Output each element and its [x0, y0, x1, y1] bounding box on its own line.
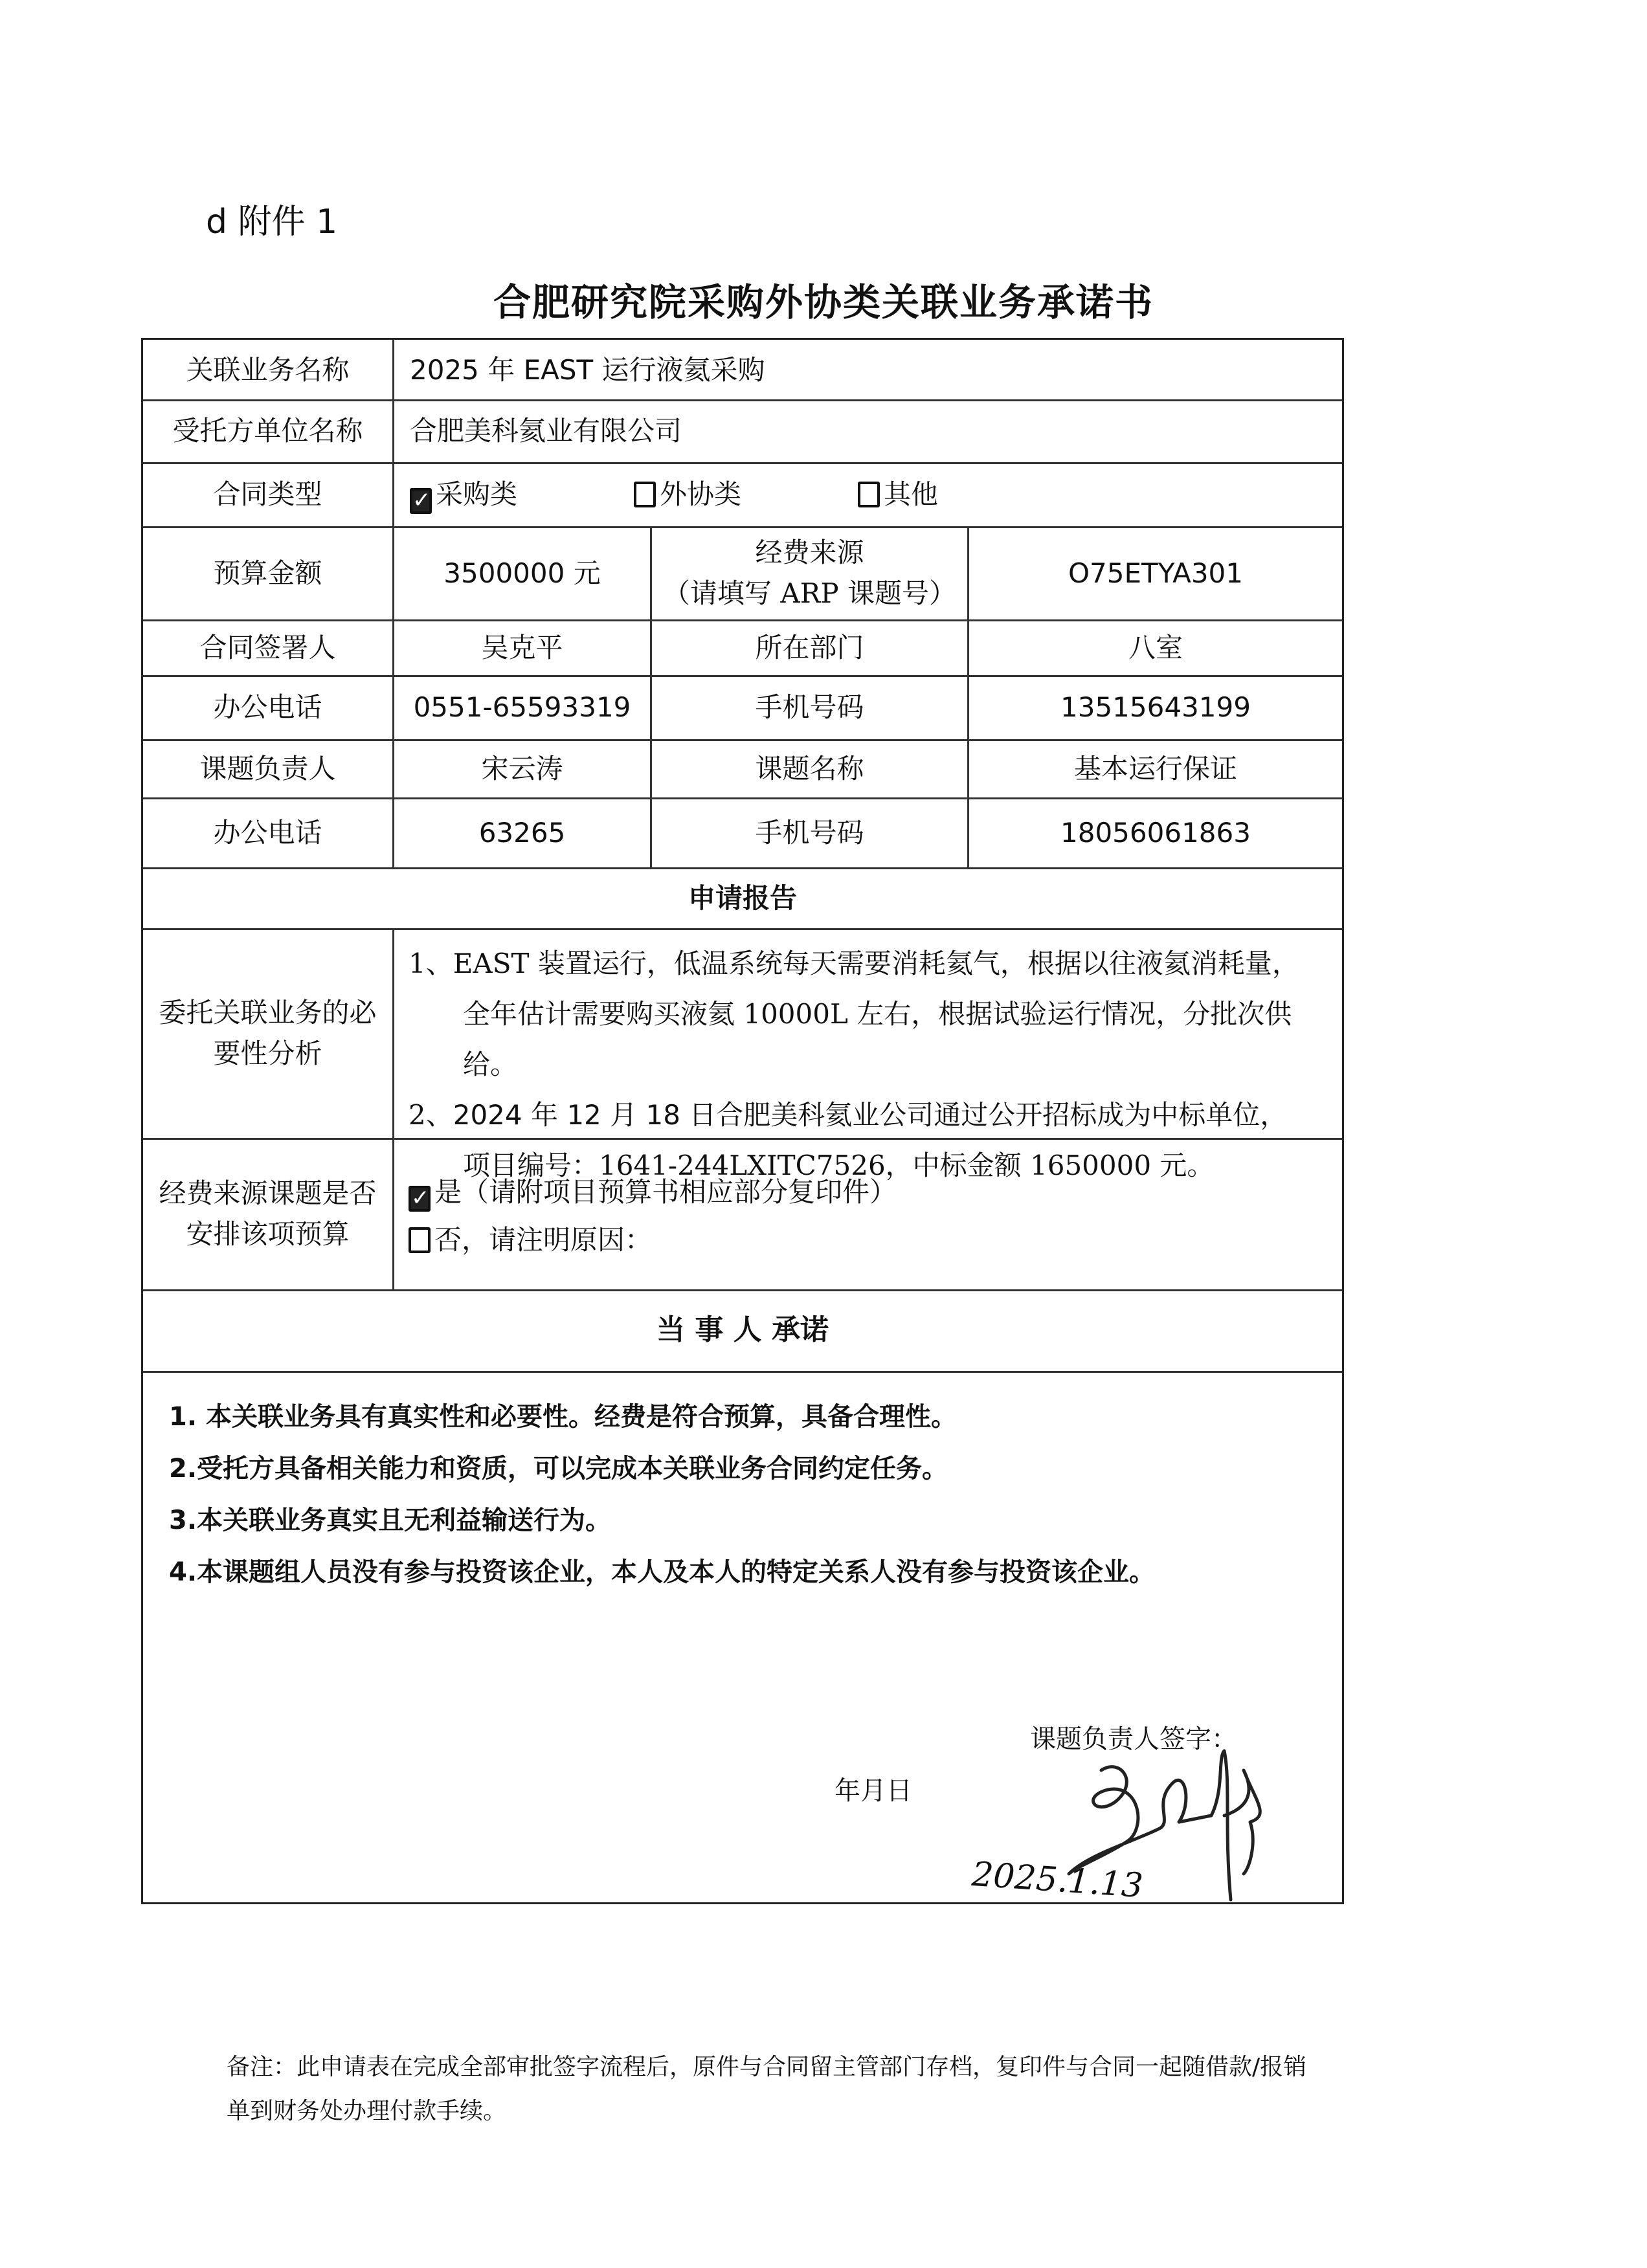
item-line: 项目编号：1641-244LXITC7526，中标金额 1650000 元。	[463, 1150, 1215, 1181]
project-lead-label: 课题负责人	[199, 752, 336, 784]
commitment-item: 2.受托方具备相关能力和资质，可以完成本关联业务合同约定任务。	[169, 1454, 948, 1484]
budget-arranged-label	[143, 1138, 392, 1289]
checkbox-empty-icon[interactable]	[858, 482, 880, 507]
signer-value: 吴克平	[481, 631, 563, 663]
budget-arranged-label-line2: 安排该项预算	[186, 1218, 350, 1250]
checkbox-empty-icon[interactable]	[409, 1227, 431, 1253]
commitment-item: 4.本课题组人员没有参与投资该企业，本人及本人的特定关系人没有参与投资该企业。	[169, 1557, 1156, 1587]
checkbox-checked-icon[interactable]: ✓	[409, 1186, 431, 1212]
row-divider	[143, 1371, 1342, 1373]
contract-type-options	[394, 462, 1339, 526]
fund-source-label-line1: 经费来源	[755, 537, 864, 568]
office-phone-label: 办公电话	[213, 691, 322, 723]
footer-note	[227, 2045, 1405, 2133]
necessity-label-line2: 要性分析	[213, 1038, 322, 1069]
budget-arranged-yes[interactable]	[409, 1168, 1334, 1216]
contract-type-option-procurement[interactable]	[410, 474, 517, 515]
item-prefix: 1、	[409, 948, 453, 979]
report-heading: 申请报告	[688, 882, 797, 914]
handwritten-date: 2025.1.13	[970, 1854, 1145, 1906]
project-name-value: 基本运行保证	[1073, 752, 1237, 784]
contractor-label: 受托方单位名称	[172, 415, 363, 447]
business-name-label: 关联业务名称	[186, 353, 350, 386]
attachment-label: d 附件 1	[206, 203, 338, 241]
signer-label: 合同签署人	[199, 631, 336, 663]
department-value: 八室	[1128, 631, 1183, 663]
contract-type-label: 合同类型	[213, 478, 322, 510]
commitment-item: 3.本关联业务真实且无利益输送行为。	[169, 1506, 612, 1535]
commitment-heading: 当 事 人 承诺	[656, 1313, 829, 1346]
contract-type-option-outsourcing[interactable]	[634, 474, 741, 515]
mobile-label: 手机号码	[755, 816, 864, 849]
budget-arranged-label-line1: 经费来源课题是否	[159, 1177, 377, 1209]
contract-type-option-other[interactable]	[858, 474, 938, 515]
mobile-label: 手机号码	[755, 691, 864, 723]
necessity-label	[143, 928, 392, 1138]
budget-value: 3500000 元	[443, 557, 601, 589]
checkbox-checked-icon[interactable]: ✓	[410, 488, 432, 514]
necessity-item-1	[409, 939, 1334, 989]
commitment-item: 1. 本关联业务具有真实性和必要性。经费是符合预算，具备合理性。	[169, 1402, 957, 1432]
project-name-label: 课题名称	[755, 752, 864, 784]
office-phone-label: 办公电话	[213, 816, 322, 849]
signature-label: 课题负责人签字：	[1030, 1724, 1237, 1754]
mobile-value: 18056061863	[1060, 816, 1251, 849]
contractor-value: 合肥美科氦业有限公司	[410, 415, 682, 447]
mobile-value: 13515643199	[1060, 691, 1251, 723]
footer-note-line1: 备注：此申请表在完成全部审批签字流程后，原件与合同留主管部门存档，复印件与合同一起随借款/报销	[227, 2054, 1307, 2080]
project-lead-value: 宋云涛	[481, 752, 563, 784]
budget-label: 预算金额	[213, 557, 322, 589]
necessity-analysis	[409, 939, 1334, 1191]
footer-note-line2: 单到财务处办理付款手续。	[227, 2098, 507, 2124]
fund-source-label-line2: （请填写 ARP 课题号）	[663, 577, 956, 609]
item-line: 2024 年 12 月 18 日合肥美科氦业公司通过公开招标成为中标单位，	[453, 1099, 1288, 1131]
commitment-form-table	[141, 338, 1344, 1904]
checkbox-empty-icon[interactable]	[634, 482, 656, 507]
handwritten-signature	[1062, 1744, 1295, 1932]
office-phone-value: 0551-65593319	[413, 691, 631, 723]
business-name-value: 2025 年 EAST 运行液氦采购	[410, 353, 765, 386]
option-label: 采购类	[436, 478, 518, 510]
fund-source-label	[652, 526, 967, 619]
necessity-label-line1: 委托关联业务的必	[159, 997, 377, 1028]
budget-arranged-options	[409, 1168, 1334, 1264]
date-label: 年月日	[835, 1776, 912, 1806]
option-label: 其他	[884, 478, 939, 510]
option-label: 否，请注明原因：	[434, 1224, 653, 1256]
item-prefix: 2、	[409, 1099, 453, 1131]
fund-source-value: O75ETYA301	[1068, 557, 1243, 589]
necessity-item-2	[409, 1090, 1334, 1140]
item-line: EAST 装置运行，低温系统每天需要消耗氦气，根据以往液氦消耗量，	[453, 948, 1299, 979]
office-phone-value: 63265	[478, 816, 566, 849]
item-line: 全年估计需要购买液氦 10000L 左右，根据试验运行情况，分批次供	[463, 998, 1292, 1030]
item-line: 给。	[463, 1049, 518, 1080]
option-label: 外协类	[660, 478, 742, 510]
column-divider	[392, 928, 394, 1289]
document-title: 合肥研究院采购外协类关联业务承诺书	[493, 280, 1154, 324]
budget-arranged-no[interactable]	[409, 1216, 1334, 1264]
option-label: 是（请附项目预算书相应部分复印件）	[434, 1176, 897, 1208]
department-label: 所在部门	[755, 631, 864, 663]
